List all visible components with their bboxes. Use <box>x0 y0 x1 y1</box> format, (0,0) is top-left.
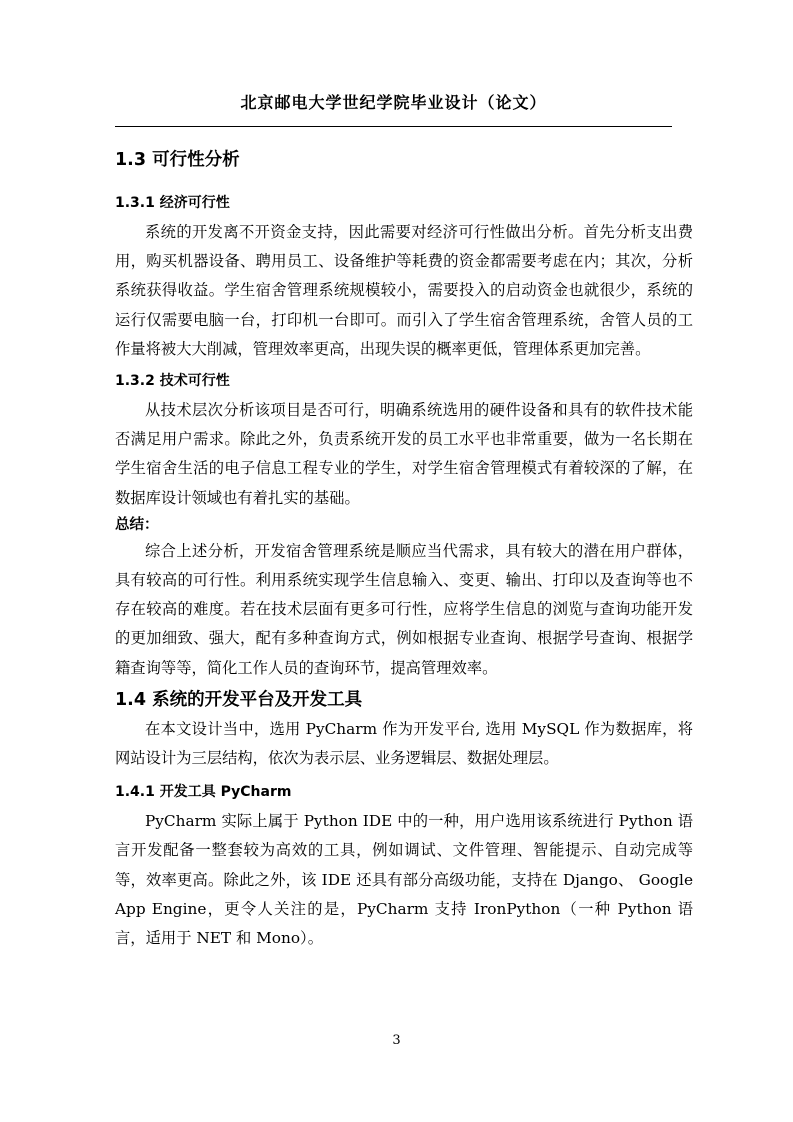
page-number: 3 <box>392 1033 401 1048</box>
section-1-4-heading: 1.4 系统的开发平台及开发工具 <box>115 689 363 710</box>
section-1-3-2-paragraph: 从技术层次分析该项目是否可行，明确系统选用的硬件设备和具有的软件技术能否满足用户需求。除此之外，负责系统开发的员工水平也非常重要，做为一名长期在学生宿舍生活的电子信息工程专业的学生，对学生宿舍管理模式有着较深的了解，在数据库设计领域也有着扎实的基础。 <box>115 401 693 507</box>
summary-label: 总结： <box>115 516 159 533</box>
section-1-3-heading: 1.3 可行性分析 <box>115 150 240 170</box>
section-1-4-1-heading: 1.4.1 开发工具 PyCharm <box>115 784 292 801</box>
running-header: 北京邮电大学世纪学院毕业设计（论文） <box>240 93 547 112</box>
section-1-3-1-heading: 1.3.1 经济可行性 <box>115 195 230 211</box>
page-content <box>115 145 693 953</box>
section-1-4-1-paragraph: PyCharm 实际上属于 Python IDE 中的一种，用户选用该系统进行 Python 语言开发配备一整套较为高效的工具，例如调试、文件管理、智能提示、自动完成等等，效率更高。除此之外，该 IDE 还具有部分高级功能，支持在 Django、 Google App Engine，更令人关注的是，PyCharm 支持 IronPython（一种 Python 语言，适用于 NET 和 Mono）。 <box>115 812 693 948</box>
section-1-4-paragraph: 在本文设计当中，选用 PyCharm 作为开发平台, 选用 MySQL 作为数据库，将网站设计为三层结构，依次为表示层、业务逻辑层、数据处理层。 <box>115 719 693 768</box>
header-rule <box>115 126 672 127</box>
section-1-3-2-heading: 1.3.2 技术可行性 <box>115 373 230 390</box>
section-1-3-1-paragraph: 系统的开发离不开资金支持，因此需要对经济可行性做出分析。首先分析支出费用，购买机器设备、聘用员工、设备维护等耗费的资金都需要考虑在内；其次，分析系统获得收益。学生宿舍管理系统规模较小，需要投入的启动资金也就很少，系统的运行仅需要电脑一台，打印机一台即可。而引入了学生宿舍管理系统，舍管人员的工作量将被大大削减，管理效率更高，出现失误的概率更低，管理体系更加完善。 <box>115 223 693 358</box>
summary-paragraph: 综合上述分析，开发宿舍管理系统是顺应当代需求，具有较大的潜在用户群体，具有较高的可行性。利用系统实现学生信息输入、变更、输出、打印以及查询等也不存在较高的难度。若在技术层面有更多可行性，应将学生信息的浏览与查询功能开发的更加细致、强大，配有多种查询方式，例如根据专业查询、根据学号查询、根据学籍查询等等，简化工作人员的查询环节，提高管理效率。 <box>115 541 693 677</box>
